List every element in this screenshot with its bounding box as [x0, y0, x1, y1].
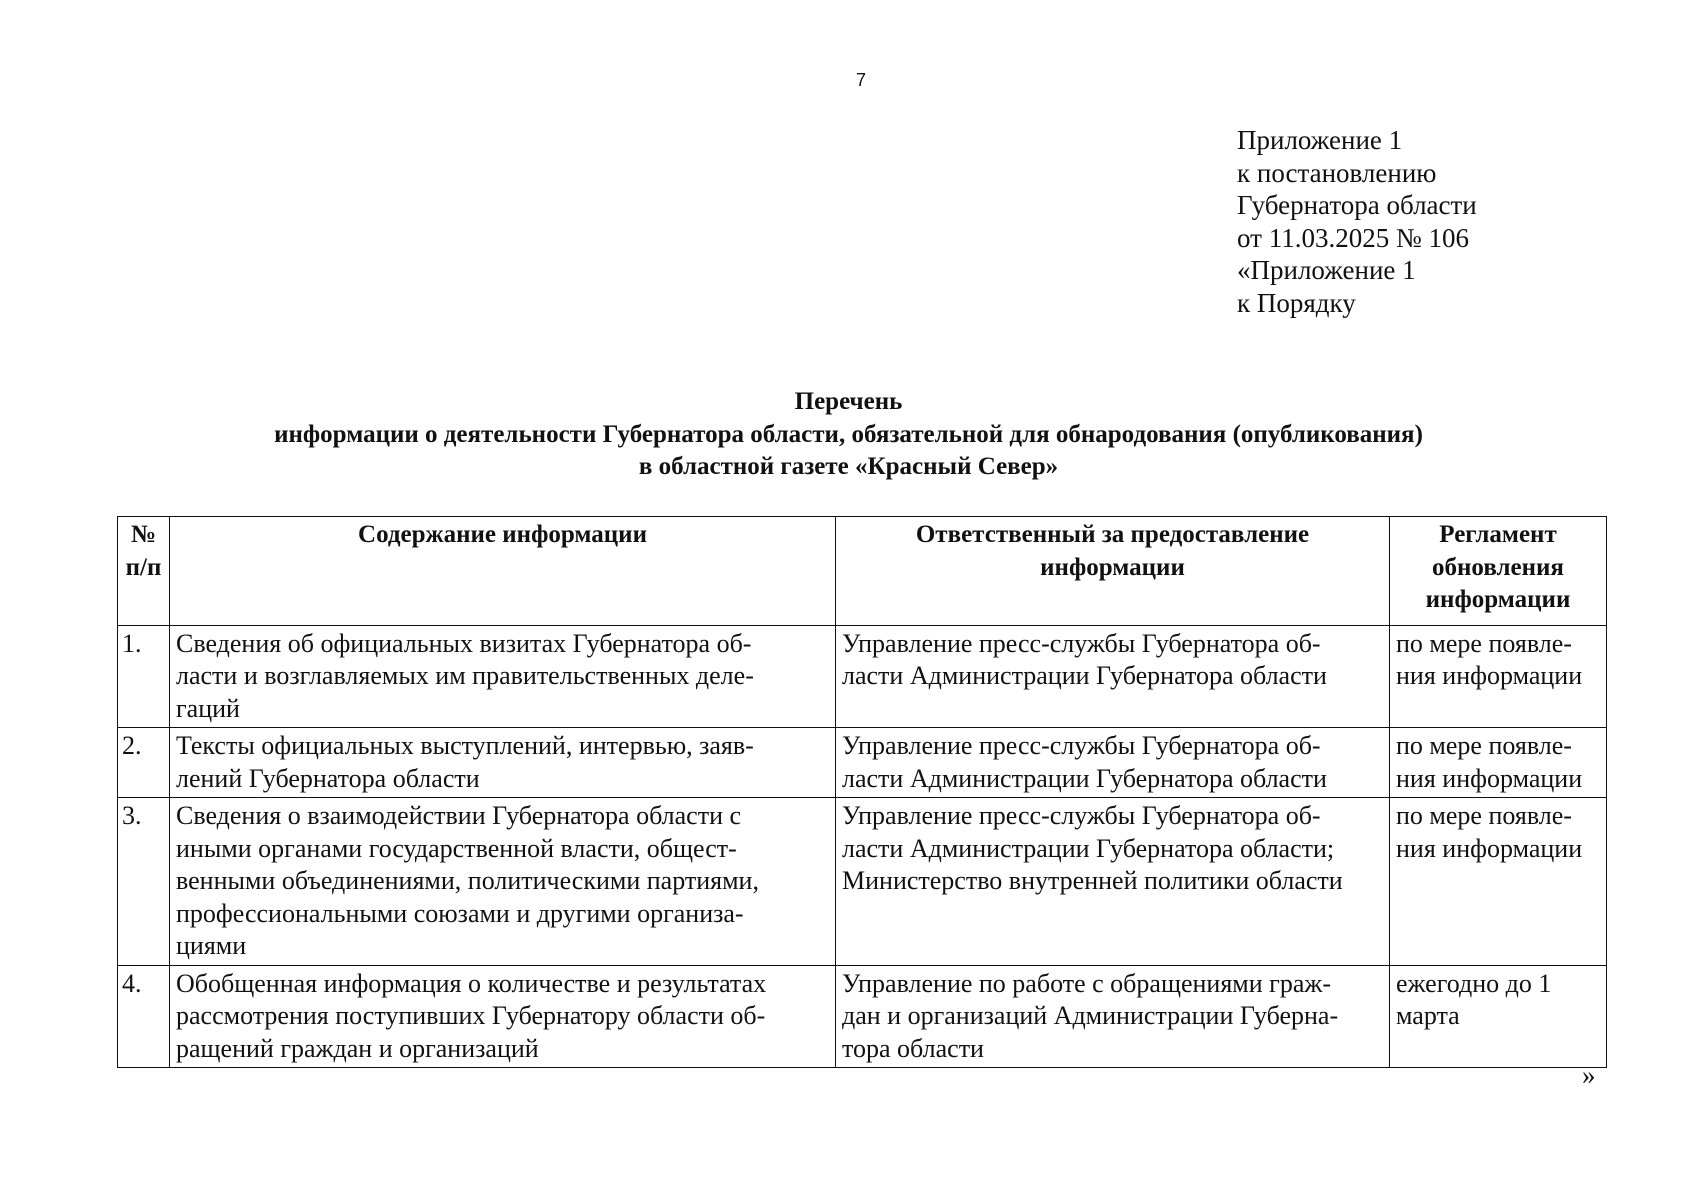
appendix-line: «Приложение 1	[1237, 255, 1416, 286]
row-content: Сведения о взаимодействии Губернатора области с иными органами государственной власти, общест- венными объединениями, политическими партиями, профессиональными союзами и другими организа- циями	[170, 798, 836, 966]
closing-quote: »	[1582, 1060, 1596, 1090]
row-num: 3.	[118, 798, 170, 966]
table-row	[118, 965, 1607, 1068]
header-responsible: Ответственный за предоставление информации	[836, 517, 1390, 626]
row-responsible: Управление пресс-службы Губернатора об- ласти Администрации Губернатора области; Министерство внутренней политики области	[836, 798, 1390, 966]
table-row	[118, 625, 1607, 728]
table-header-row	[118, 517, 1607, 626]
appendix-line: к Порядку	[1237, 287, 1356, 318]
header-num: № п/п	[118, 517, 170, 626]
row-num: 4.	[118, 965, 170, 1068]
row-num: 1.	[118, 625, 170, 728]
row-responsible: Управление пресс-службы Губернатора об- ласти Администрации Губернатора области	[836, 625, 1390, 728]
header-schedule: Регламент обновления информации	[1390, 517, 1607, 626]
heading-title: Перечень	[794, 388, 903, 415]
heading-subtitle-line: информации о деятельности Губернатора области, обязательной для обнародования (опубликования)	[274, 420, 1423, 448]
information-table	[117, 516, 1607, 1068]
appendix-line: Губернатора области	[1237, 190, 1477, 221]
row-responsible: Управление по работе с обращениями граж- дан и организаций Администрации Губерна- тора области	[836, 965, 1390, 1068]
heading-subtitle-line: в областной газете «Красный Север»	[638, 453, 1059, 480]
row-content: Тексты официальных выступлений, интервью, заяв- лений Губернатора области	[170, 728, 836, 798]
row-num: 2.	[118, 728, 170, 798]
table-row	[118, 798, 1607, 966]
appendix-line: к постановлению	[1237, 157, 1437, 188]
table-row	[118, 728, 1607, 798]
row-content: Обобщенная информация о количестве и результатах рассмотрения поступивших Губернатору области об- ращений граждан и организаций	[170, 965, 836, 1068]
row-schedule: по мере появле- ния информации	[1390, 798, 1607, 966]
page-number: 7	[856, 70, 867, 90]
row-content: Сведения об официальных визитах Губернатора об- ласти и возглавляемых им правительственных деле- гаций	[170, 625, 836, 728]
row-schedule: ежегодно до 1 марта	[1390, 965, 1607, 1068]
appendix-line: от 11.03.2025 № 106	[1237, 222, 1469, 253]
appendix-line: Приложение 1	[1237, 125, 1403, 155]
appendix-block	[1237, 124, 1477, 320]
row-schedule: по мере появле- ния информации	[1390, 625, 1607, 728]
row-responsible: Управление пресс-службы Губернатора об- ласти Администрации Губернатора области	[836, 728, 1390, 798]
document-heading	[0, 386, 1697, 484]
row-schedule: по мере появле- ния информации	[1390, 728, 1607, 798]
header-content: Содержание информации	[170, 517, 836, 626]
